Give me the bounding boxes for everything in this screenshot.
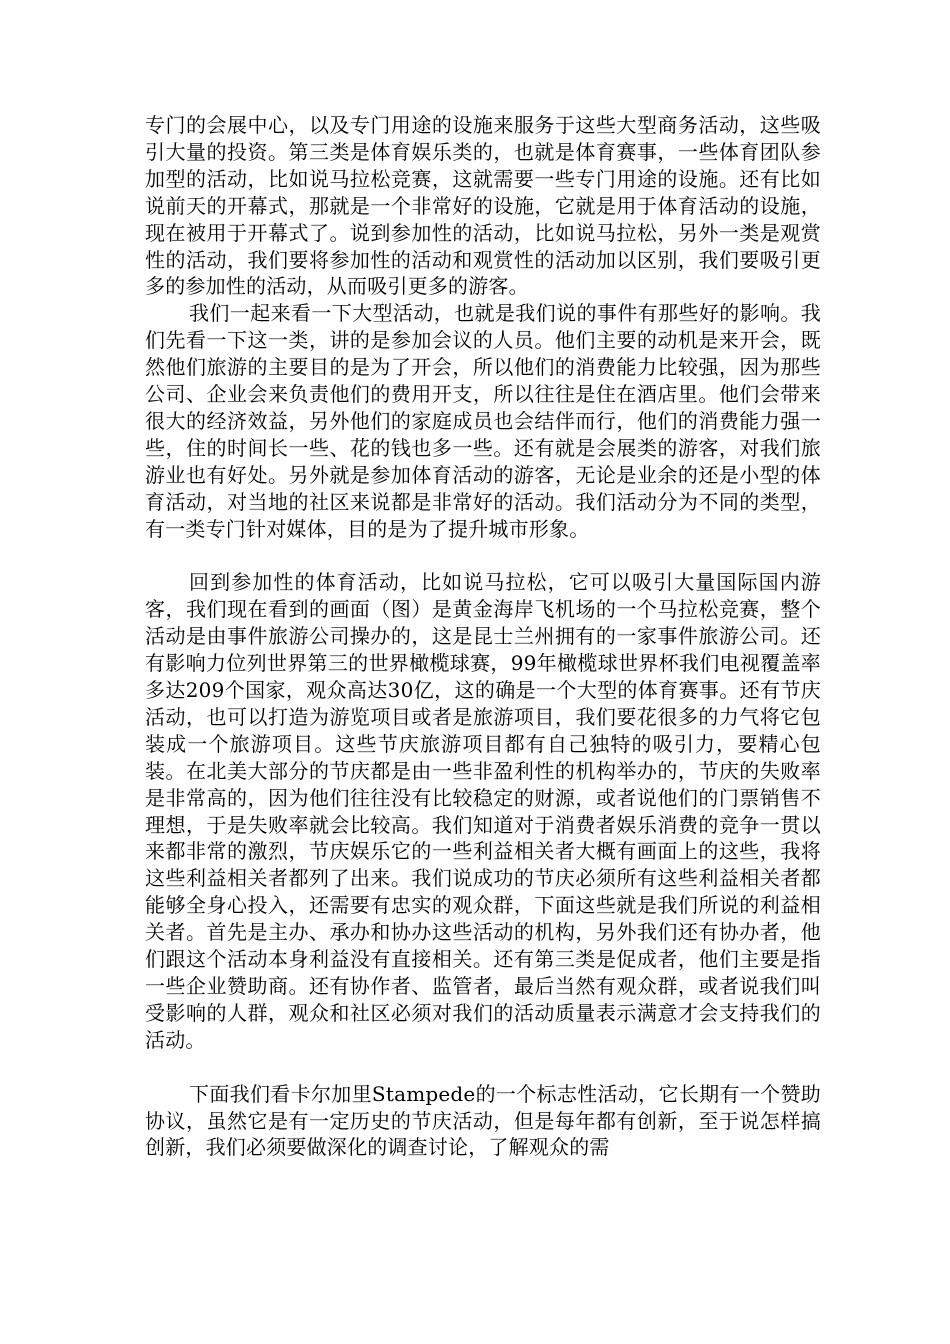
- paragraph-continuation: 专门的会展中心，以及专门用途的设施来服务于这些大型商务活动，这些吸引大量的投资。第三类是体育娱乐类的，也就是体育赛事，一些体育团队参加型的活动，比如说马拉松竞赛，这就需要一些专门用途的设施。还有比如说前天的开幕式，那就是一个非常好的设施，它就是用于体育活动的设施，现在被用于开幕式了。说到参加性的活动，比如说马拉松，另外一类是观赏性的活动，我们要将参加性的活动和观赏性的活动加以区别，我们要吸引更多的参加性的活动，从而吸引更多的游客。: [145, 113, 821, 299]
- document-body: [145, 112, 821, 1161]
- paragraph-event-impacts: 我们一起来看一下大型活动，也就是我们说的事件有那些好的影响。我们先看一下这一类，讲的是参加会议的人员。他们主要的动机是来开会，既然他们旅游的主要目的是为了开会，所以他们的消费能力比较强，因为那些公司、企业会来负责他们的费用开支，所以往往是住在酒店里。他们会带来很大的经济效益，另外他们的家庭成员也会结伴而行，他们的消费能力强一些，住的时间长一些、花的钱也多一些。还有就是会展类的游客，对我们旅游业也有好处。另外就是参加体育活动的游客，无论是业余的还是小型的体育活动，对当地的社区来说都是非常好的活动。我们活动分为不同的类型，有一类专门针对媒体，目的是为了提升城市形象。: [145, 301, 821, 541]
- paragraph-participatory-sports: 回到参加性的体育活动，比如说马拉松，它可以吸引大量国际国内游客，我们现在看到的画面（图）是黄金海岸飞机场的一个马拉松竞赛，整个活动是由事件旅游公司操办的，这是昆士兰州拥有的一家事件旅游公司。还有影响力位列世界第三的世界橄榄球赛，99年橄榄球世界杯我们电视覆盖率多达209个国家，观众高达30亿，这的确是一个大型的体育赛事。还有节庆活动，也可以打造为游览项目或者是旅游项目，我们要花很多的力气将它包装成一个旅游项目。这些节庆旅游项目都有自己独特的吸引力，要精心包装。在北美大部分的节庆都是由一些非盈利性的机构举办的，节庆的失败率是非常高的，因为他们往往没有比较稳定的财源，或者说他们的门票销售不理想，于是失败率就会比较高。我们知道对于消费者娱乐消费的竞争一贯以来都非常的激烈，节庆娱乐它的一些利益相关者大概有画面上的这些，我将这些利益相关者都列了出来。我们说成功的节庆必须所有这些利益相关者都能够全身心投入，还需要有忠实的观众群，下面这些就是我们所说的利益相关者。首先是主办、承办和协办这些活动的机构，另外我们还有协办者，他们跟这个活动本身利益没有直接相关。还有第三类是促成者，他们主要是指一些企业赞助商。还有协作者、监管者，最后当然有观众群，或者说我们叫受影响的人群，观众和社区必须对我们的活动质量表示满意才会支持我们的活动。: [145, 570, 821, 1052]
- paragraph-calgary-stampede: 下面我们看卡尔加里Stampede的一个标志性活动，它长期有一个赞助协议，虽然它是有一定历史的节庆活动，但是每年都有创新，至于说怎样搞创新，我们必须要做深化的调查讨论，了解观众的需: [145, 1081, 821, 1160]
